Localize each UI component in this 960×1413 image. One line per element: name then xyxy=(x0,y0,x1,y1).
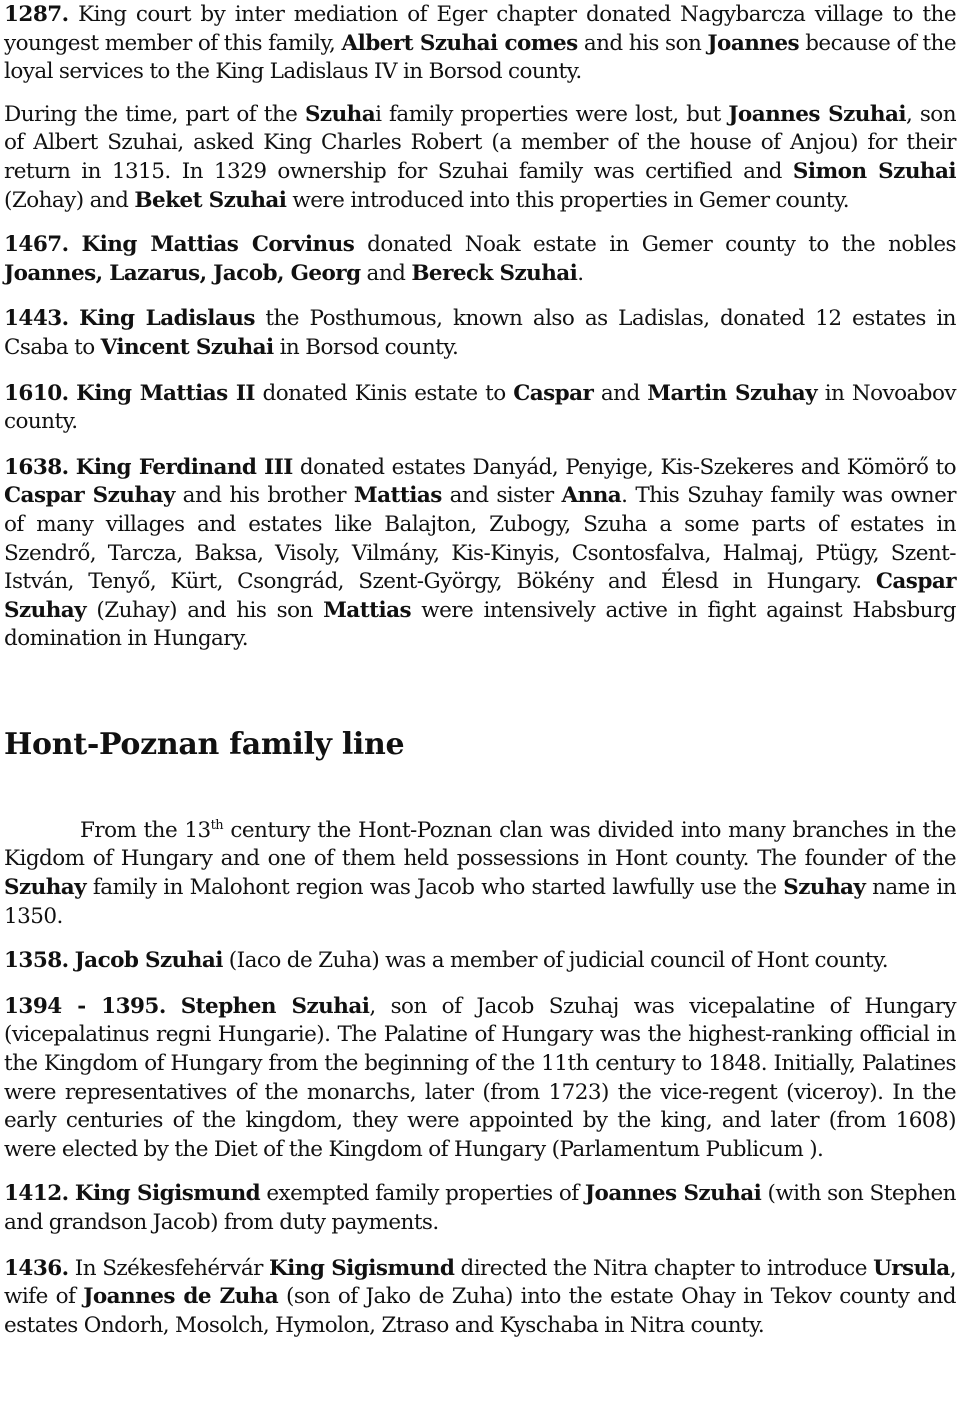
person-name: Caspar xyxy=(513,380,594,406)
text: In Székesfehérvár xyxy=(68,1255,270,1281)
person-name: King Sigismund xyxy=(269,1255,455,1281)
paragraph-1443 xyxy=(4,305,956,362)
person-name: Joannes xyxy=(707,30,800,56)
paragraph-1436 xyxy=(4,1255,956,1341)
person-name: Mattias xyxy=(353,483,442,509)
text: and his brother xyxy=(174,483,354,509)
year-1412: 1412. xyxy=(4,1181,69,1207)
text: donated Kinis estate to xyxy=(254,380,514,406)
person-name: King Mattias Corvinus xyxy=(81,232,355,258)
document-page xyxy=(0,1,960,1413)
text: , son of Albert Szuhai, asked King Charles Robert (a member of the house of Anjou) for their return in 1315. In 1329 ownership for Szuhai family was certified and xyxy=(4,101,957,184)
text: were intensively active in fight against Habsburg domination in Hungary. xyxy=(4,597,956,652)
person-name: King Ladislaus xyxy=(79,306,255,332)
paragraph-1358 xyxy=(4,947,956,976)
paragraph-hont-intro xyxy=(4,817,956,931)
person-name: Simon Szuhai xyxy=(792,158,956,184)
person-name: Albert Szuhai comes xyxy=(341,30,578,56)
text: in Borsod county. xyxy=(273,334,459,360)
person-name: Joannes Szuhai xyxy=(728,101,906,127)
year-1287: 1287. xyxy=(4,2,69,27)
person-name: Jacob Szuhai xyxy=(74,948,223,974)
year-1436: 1436. xyxy=(4,1255,69,1281)
person-name: Martin Szuhay xyxy=(647,380,818,406)
text: (Zohay) and xyxy=(4,187,135,213)
text: in Novoabov county. xyxy=(4,380,957,435)
paragraph-1287 xyxy=(4,1,956,87)
year-1638: 1638. xyxy=(4,454,69,480)
person-name: King Mattias II xyxy=(76,380,255,406)
text: During the time, part of the xyxy=(4,101,305,127)
paragraph-1394-1395 xyxy=(4,993,956,1165)
text: exempted family properties of xyxy=(260,1181,585,1207)
text: the Posthumous, known also as Ladislas, donated 12 estates in Csaba to xyxy=(4,306,956,360)
paragraph-1638 xyxy=(4,454,956,654)
text: because of the loyal services to the King Ladislaus IV in Borsod county. xyxy=(4,30,956,85)
person-name: Anna xyxy=(561,483,622,509)
text: and his son xyxy=(577,30,708,56)
text: King court by inter mediation of Eger chapter donated Nagybarcza village to the youngest member of this family, xyxy=(4,2,956,56)
person-name: Caspar Szuhay xyxy=(4,569,956,623)
text: i family properties were lost, but xyxy=(375,101,729,127)
person-name: Joannes de Zuha xyxy=(83,1284,279,1310)
text: . This Szuhay family was owner of many villages and estates like Balajton, Zubogy, Szuha a some parts of estates in Szendrő, Tarcza, Baksa, Visoly, Vilmány, Kis-Kinyis, Csontosfalva, Halmaj, Ptügy, Szent-István, Tenyő, Kürt, Csongrád, Szent-György, Bökény and Élesd in Hungary. xyxy=(4,483,956,595)
text: directed the Nitra chapter to introduce xyxy=(454,1255,874,1281)
text: . xyxy=(577,260,584,286)
person-name: Mattias xyxy=(323,597,412,623)
text xyxy=(166,994,181,1019)
year-1443: 1443. xyxy=(4,306,69,332)
person-name: King Sigismund xyxy=(74,1181,261,1207)
year-1358: 1358. xyxy=(4,948,69,974)
year-1394-1395: 1394 - 1395. xyxy=(4,993,166,1019)
year-1467: 1467. xyxy=(4,232,69,258)
text: donated Noak estate in Gemer county to the nobles xyxy=(354,232,956,258)
family-name: Szuha xyxy=(304,101,376,127)
text: (Zuhay) and his son xyxy=(86,597,324,623)
text xyxy=(69,455,76,480)
person-name: Joannes, Lazarus, Jacob, Georg xyxy=(4,260,361,286)
text: (son of Jako de Zuha) into the estate Ohay in Tekov county and estates Ondorh, Mosolch, Hymolon, Ztraso and Kyschaba in Nitra county. xyxy=(4,1284,957,1338)
text: donated estates Danyád, Penyige, Kis-Szekeres and Kömörő to xyxy=(292,454,957,480)
family-name: Szuhay xyxy=(4,875,87,901)
text: , son of Jacob Szuhaj was vicepalatine of Hungary (vicepalatinus regni Hungarie). The Palatine of Hungary was the highest-ranking official in the Kingdom of Hungary from the beginning of the 11th century to 1848. Initially, Palatines were representatives of the monarchs, later (from 1723) the vice-regent (viceroy). In the early centuries of the kingdom, they were appointed by the king, and later (from 1608) were elected by the Diet of the Kingdom of Hungary (Parlamentum Publicum ). xyxy=(4,993,957,1162)
year-1610: 1610. xyxy=(4,380,69,406)
paragraph-1610 xyxy=(4,380,956,437)
section-heading-hont-poznan: Hont-Poznan family line xyxy=(4,726,405,762)
family-name: Szuhay xyxy=(783,875,866,901)
person-name: King Ferdinand III xyxy=(75,454,293,480)
text: were introduced into this properties in Gemer county. xyxy=(286,187,850,213)
person-name: Vincent Szuhai xyxy=(100,334,274,360)
text xyxy=(69,232,82,257)
person-name: Caspar Szuhay xyxy=(4,483,175,509)
text: and xyxy=(593,380,648,406)
paragraph-1467 xyxy=(4,231,956,288)
person-name: Beket Szuhai xyxy=(134,187,287,213)
text: and xyxy=(360,260,412,286)
text xyxy=(69,306,80,331)
person-name: Joannes Szuhai xyxy=(584,1181,762,1207)
text: (with son Stephen and grandson Jacob) from duty payments. xyxy=(4,1181,956,1235)
text: name in 1350. xyxy=(4,875,956,929)
person-name: Bereck Szuhai xyxy=(411,260,578,286)
superscript: th xyxy=(210,817,224,833)
text: family in Malohont region was Jacob who started lawfully use the xyxy=(86,875,784,901)
text: (Iaco de Zuha) was a member of judicial council of Hont county. xyxy=(222,948,889,974)
text: century the Hont-Poznan clan was divided into many branches in the Kigdom of Hungary and one of them held possessions in Hont county. The founder of the xyxy=(4,817,956,872)
person-name: Ursula xyxy=(873,1255,950,1281)
paragraph-1412 xyxy=(4,1180,956,1237)
text: From the 13 xyxy=(80,817,211,843)
paragraph-properties-lost xyxy=(4,101,956,215)
text: , wife of xyxy=(4,1255,956,1310)
text: and sister xyxy=(441,483,562,509)
person-name: Stephen Szuhai xyxy=(180,993,370,1019)
